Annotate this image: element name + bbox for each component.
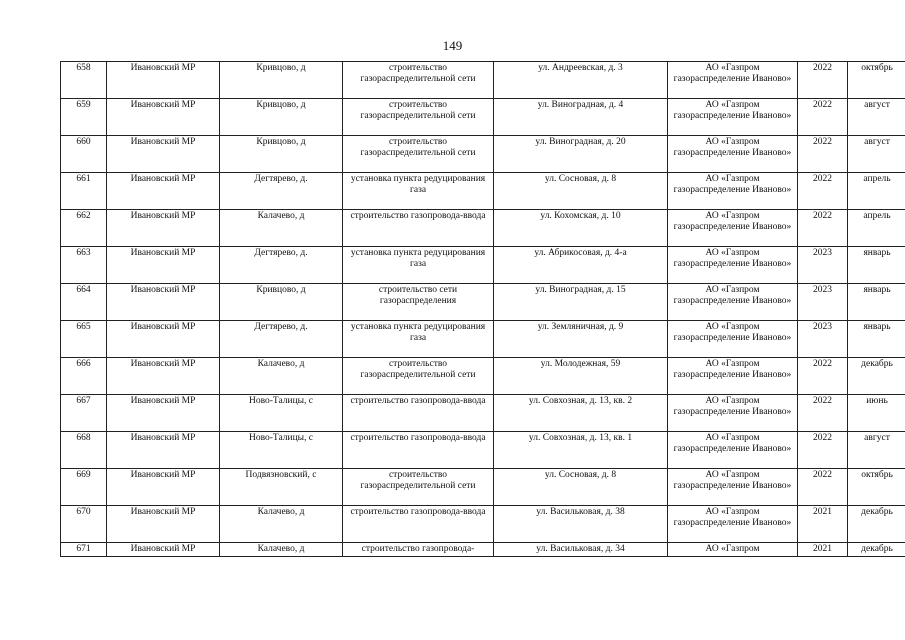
district-cell: Ивановский МР: [107, 432, 220, 469]
organization-cell: АО «Газпром газораспределение Иваново»: [668, 321, 798, 358]
row-number-cell: 661: [61, 173, 107, 210]
table-row: [61, 210, 905, 247]
table-body: [61, 62, 905, 557]
work-type-cell: установка пункта редуцирования газа: [343, 247, 494, 284]
table-row: [61, 395, 905, 432]
table-row: [61, 321, 905, 358]
district-cell: Ивановский МР: [107, 358, 220, 395]
work-type-cell: строительство газопровода-ввода: [343, 210, 494, 247]
locality-cell: Кривцово, д: [220, 284, 343, 321]
organization-cell: АО «Газпром газораспределение Иваново»: [668, 99, 798, 136]
address-cell: ул. Молодежная, 59: [494, 358, 668, 395]
address-cell: ул. Совхозная, д. 13, кв. 1: [494, 432, 668, 469]
locality-cell: Дегтярево, д.: [220, 321, 343, 358]
row-number-cell: 660: [61, 136, 107, 173]
year-cell: 2022: [798, 210, 848, 247]
district-cell: Ивановский МР: [107, 62, 220, 99]
row-number-cell: 667: [61, 395, 107, 432]
gasification-table: [60, 61, 905, 557]
row-number-cell: 658: [61, 62, 107, 99]
row-number-cell: 663: [61, 247, 107, 284]
locality-cell: Подвязновский, с: [220, 469, 343, 506]
table-row: [61, 543, 905, 557]
year-cell: 2021: [798, 543, 848, 557]
table-row: [61, 136, 905, 173]
address-cell: ул. Виноградная, д. 4: [494, 99, 668, 136]
row-number-cell: 659: [61, 99, 107, 136]
district-cell: Ивановский МР: [107, 210, 220, 247]
month-cell: октябрь: [848, 469, 905, 506]
table-row: [61, 469, 905, 506]
district-cell: Ивановский МР: [107, 469, 220, 506]
month-cell: январь: [848, 247, 905, 284]
organization-cell: АО «Газпром газораспределение Иваново»: [668, 284, 798, 321]
work-type-cell: строительство газопровода-ввода: [343, 432, 494, 469]
work-type-cell: строительство сети газораспределения: [343, 284, 494, 321]
page-number: 149: [442, 38, 463, 53]
year-cell: 2022: [798, 136, 848, 173]
locality-cell: Ново-Талицы, с: [220, 432, 343, 469]
organization-cell: АО «Газпром газораспределение Иваново»: [668, 62, 798, 99]
locality-cell: Кривцово, д: [220, 136, 343, 173]
year-cell: 2022: [798, 62, 848, 99]
district-cell: Ивановский МР: [107, 99, 220, 136]
address-cell: ул. Абрикосовая, д. 4-а: [494, 247, 668, 284]
table-row: [61, 99, 905, 136]
table-row: [61, 247, 905, 284]
row-number-cell: 664: [61, 284, 107, 321]
locality-cell: Ново-Талицы, с: [220, 395, 343, 432]
work-type-cell: строительство газопровода-: [343, 543, 494, 557]
year-cell: 2023: [798, 284, 848, 321]
locality-cell: Дегтярево, д.: [220, 247, 343, 284]
table-row: [61, 358, 905, 395]
district-cell: Ивановский МР: [107, 506, 220, 543]
month-cell: апрель: [848, 173, 905, 210]
district-cell: Ивановский МР: [107, 136, 220, 173]
work-type-cell: установка пункта редуцирования газа: [343, 173, 494, 210]
month-cell: август: [848, 432, 905, 469]
organization-cell: АО «Газпром газораспределение Иваново»: [668, 432, 798, 469]
row-number-cell: 671: [61, 543, 107, 557]
work-type-cell: строительство газораспределительной сети: [343, 136, 494, 173]
work-type-cell: строительство газораспределительной сети: [343, 99, 494, 136]
organization-cell: АО «Газпром газораспределение Иваново»: [668, 136, 798, 173]
row-number-cell: 669: [61, 469, 107, 506]
table-row: [61, 284, 905, 321]
row-number-cell: 670: [61, 506, 107, 543]
organization-cell: АО «Газпром газораспределение Иваново»: [668, 247, 798, 284]
locality-cell: Калачево, д: [220, 543, 343, 557]
month-cell: декабрь: [848, 543, 905, 557]
locality-cell: Калачево, д: [220, 506, 343, 543]
month-cell: декабрь: [848, 358, 905, 395]
locality-cell: Дегтярево, д.: [220, 173, 343, 210]
month-cell: октябрь: [848, 62, 905, 99]
work-type-cell: строительство газопровода-ввода: [343, 395, 494, 432]
district-cell: Ивановский МР: [107, 395, 220, 432]
month-cell: июнь: [848, 395, 905, 432]
organization-cell: АО «Газпром газораспределение Иваново»: [668, 506, 798, 543]
locality-cell: Калачево, д: [220, 210, 343, 247]
organization-cell: АО «Газпром газораспределение Иваново»: [668, 210, 798, 247]
table-row: [61, 62, 905, 99]
organization-cell: АО «Газпром газораспределение Иваново»: [668, 173, 798, 210]
district-cell: Ивановский МР: [107, 247, 220, 284]
address-cell: ул. Кохомская, д. 10: [494, 210, 668, 247]
year-cell: 2023: [798, 247, 848, 284]
row-number-cell: 668: [61, 432, 107, 469]
district-cell: Ивановский МР: [107, 321, 220, 358]
locality-cell: Кривцово, д: [220, 62, 343, 99]
year-cell: 2022: [798, 395, 848, 432]
address-cell: ул. Андреевская, д. 3: [494, 62, 668, 99]
table-row: [61, 173, 905, 210]
year-cell: 2023: [798, 321, 848, 358]
month-cell: январь: [848, 284, 905, 321]
month-cell: январь: [848, 321, 905, 358]
work-type-cell: строительство газораспределительной сети: [343, 62, 494, 99]
address-cell: ул. Виноградная, д. 15: [494, 284, 668, 321]
address-cell: ул. Земляничная, д. 9: [494, 321, 668, 358]
district-cell: Ивановский МР: [107, 284, 220, 321]
year-cell: 2022: [798, 99, 848, 136]
year-cell: 2021: [798, 506, 848, 543]
year-cell: 2022: [798, 173, 848, 210]
work-type-cell: строительство газораспределительной сети: [343, 469, 494, 506]
table-row: [61, 432, 905, 469]
address-cell: ул. Сосновая, д. 8: [494, 469, 668, 506]
address-cell: ул. Совхозная, д. 13, кв. 2: [494, 395, 668, 432]
locality-cell: Калачево, д: [220, 358, 343, 395]
row-number-cell: 662: [61, 210, 107, 247]
work-type-cell: строительство газораспределительной сети: [343, 358, 494, 395]
month-cell: апрель: [848, 210, 905, 247]
address-cell: ул. Васильковая, д. 34: [494, 543, 668, 557]
address-cell: ул. Виноградная, д. 20: [494, 136, 668, 173]
locality-cell: Кривцово, д: [220, 99, 343, 136]
year-cell: 2022: [798, 469, 848, 506]
table-row: [61, 506, 905, 543]
month-cell: август: [848, 136, 905, 173]
year-cell: 2022: [798, 358, 848, 395]
row-number-cell: 666: [61, 358, 107, 395]
work-type-cell: установка пункта редуцирования газа: [343, 321, 494, 358]
organization-cell: АО «Газпром газораспределение Иваново»: [668, 395, 798, 432]
organization-cell: АО «Газпром газораспределение Иваново»: [668, 469, 798, 506]
work-type-cell: строительство газопровода-ввода: [343, 506, 494, 543]
address-cell: ул. Васильковая, д. 38: [494, 506, 668, 543]
year-cell: 2022: [798, 432, 848, 469]
district-cell: Ивановский МР: [107, 543, 220, 557]
row-number-cell: 665: [61, 321, 107, 358]
organization-cell: АО «Газпром газораспределение Иваново»: [668, 358, 798, 395]
month-cell: август: [848, 99, 905, 136]
address-cell: ул. Сосновая, д. 8: [494, 173, 668, 210]
month-cell: декабрь: [848, 506, 905, 543]
district-cell: Ивановский МР: [107, 173, 220, 210]
organization-cell: АО «Газпром: [668, 543, 798, 557]
